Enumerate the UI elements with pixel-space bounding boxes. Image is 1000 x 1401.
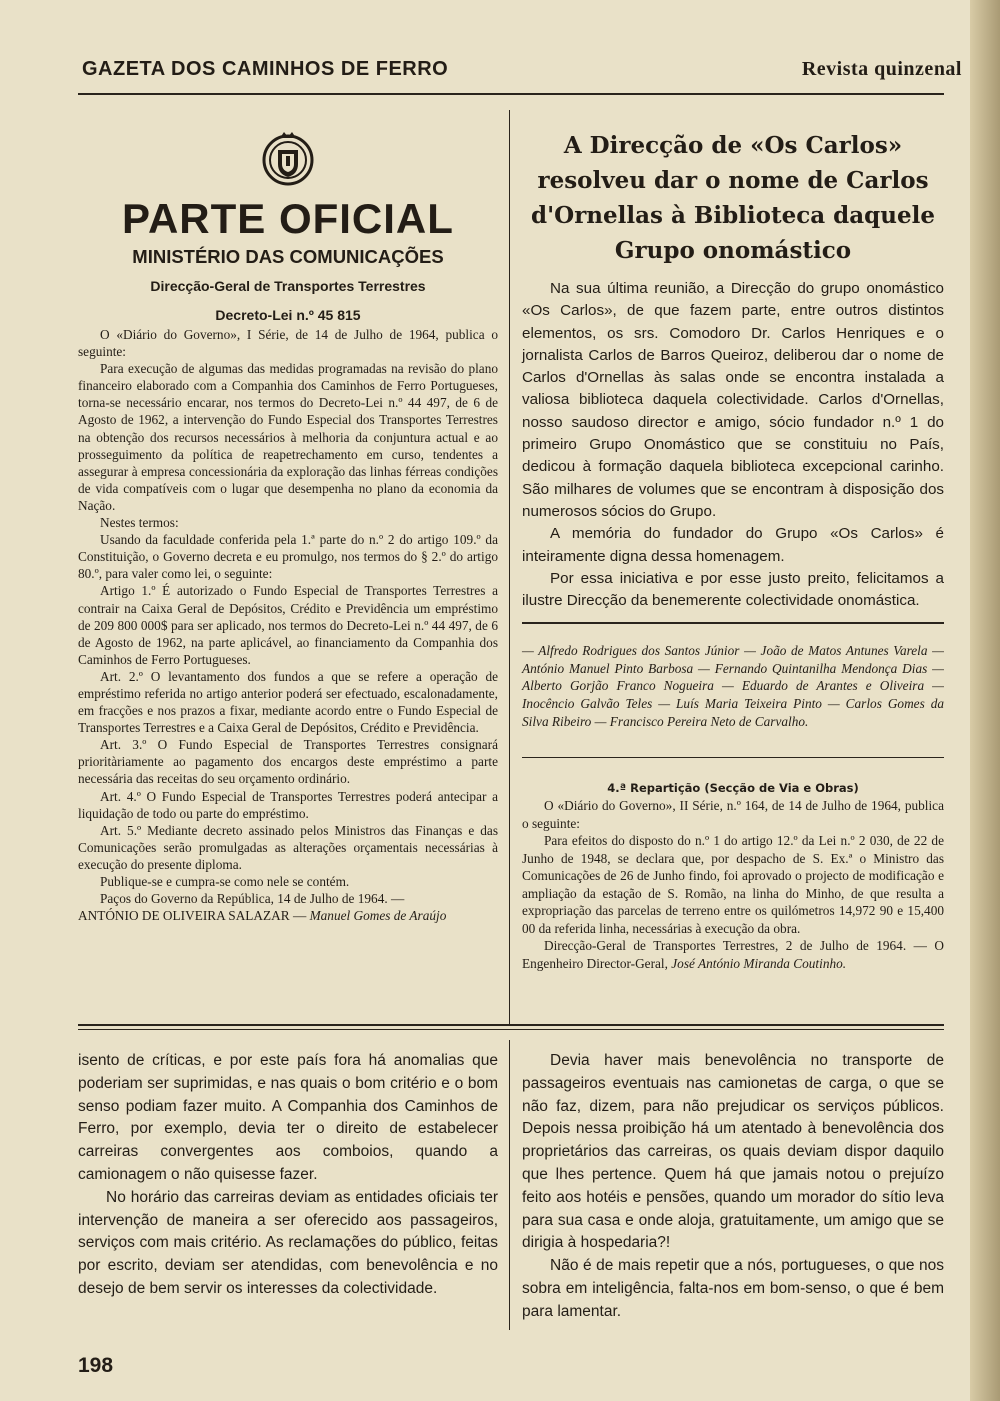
reparticao-paragraph: Para efeitos do disposto do n.º 1 do artigo 12.º da Lei n.º 2 030, de 22 de Junho de 1948, se declara que, por despacho de S. Ex.ª o Ministro das Comunicações de 26 de Junho findo, foi aprovado o projecto de modificação e ampliação da estação de S. Romão, na linha do Minho, de que resulta a expropriação das parcelas de terreno entre os quilómetros 14,972 90 e 15,400 00 da referida linha, necessárias à execução da obra. xyxy=(522,833,944,936)
signer-salazar: ANTÓNIO DE OLIVEIRA SALAZAR xyxy=(78,908,290,924)
decree-paragraph: Nestes termos: xyxy=(100,515,179,531)
signatories-block xyxy=(522,642,944,731)
director-name: José António Miranda Coutinho. xyxy=(671,955,847,971)
carlos-article xyxy=(522,128,944,612)
decree-article: Art. 3.º O Fundo Especial de Transportes Terrestres consignará prioritàriamente ao pagamento dos encargos deste empréstimo a parte necessária das receitas do seu orçamento ordinário. xyxy=(78,737,498,787)
body-paragraph: No horário das carreiras deviam as entidades oficiais ter intervenção de maneira a ser oferecido aos passageiros, serviços com mais critério. As reclamações do público, feitas por escrito, deviam ser atendidas, com benevolência e no desejo de bem servir os interesses da colectividade. xyxy=(78,1188,498,1297)
article-paragraph: Por essa iniciativa e por esse justo preito, felicitamos a ilustre Direcção da benemerente colectividade onomástica. xyxy=(522,569,944,610)
section-rule xyxy=(78,1029,944,1030)
section-rule xyxy=(78,1024,944,1026)
section-rule xyxy=(522,622,944,624)
reparticao-paragraph: O «Diário do Governo», II Série, n.º 164, de 14 de Julho de 1964, publica o seguinte: xyxy=(522,798,944,831)
body-paragraph: Não é de mais repetir que a nós, portugueses, o que nos sobra em inteligência, falta-nos em bom-senso, o que é bem para lamentar. xyxy=(522,1257,944,1320)
decree-article: Artigo 1.º É autorizado o Fundo Especial de Transportes Terrestres a contrair na Caixa Geral de Depósitos, Crédito e Previdência um empréstimo de 209 800 000$ para ser aplicado, nos termos do Decreto-Lei n.º 44 497, de 6 de Agosto de 1962, na parte aplicável, ao financiamento da Companhia dos Caminhos de Ferro Portugueses. xyxy=(78,583,498,667)
decree-article: Art. 4.º O Fundo Especial de Transportes Terrestres poderá antecipar a liquidação de todo ou parte do empréstimo. xyxy=(78,788,498,821)
article-body xyxy=(522,278,944,612)
place-date: Paços do Governo da República, 14 de Julho de 1964. — xyxy=(100,891,405,907)
reparticao-heading: 4.ª Repartição (Secção de Via e Obras) xyxy=(607,781,859,795)
bottom-right-column xyxy=(522,1050,944,1324)
reparticao-closing: Direcção-Geral de Transportes Terrestres, 2 de Julho de 1964. — O Engenheiro Director-Geral, José António Miranda Coutinho. xyxy=(522,938,944,971)
decree-article: Art. 2.º O levantamento dos fundos a que se refere a operação de empréstimo referida no artigo anterior poderá ser efectuado, escalonadamente, em fracções e nos prazos a fixar, mediante acordo entre o Fundo Especial de Transportes Terrestres e a Caixa Geral de Depósitos, Crédito e Previdência. xyxy=(78,668,498,736)
page-number: 198 xyxy=(78,1354,114,1377)
signer-araujo: Manuel Gomes de Araújo xyxy=(309,908,447,924)
reparticao-section xyxy=(522,780,944,972)
article-paragraph: A memória do fundador do Grupo «Os Carlos» é inteiramente digna dessa homenagem. xyxy=(522,525,944,565)
coat-of-arms-icon xyxy=(78,128,498,192)
decree-paragraph: Para execução de algumas das medidas programadas na revisão do plano financeiro elaborado com a Companhia dos Caminhos de Ferro Portugueses, torna-se necessário encarar, nos termos do Decreto-Lei n.º 44 497, de 6 de Agosto de 1962, a intervenção do Fundo Especial dos Transportes Terrestres na obtenção dos recursos necessários à melhoria da conjuntura actual e ao prosseguimento da política de reapetrechamento em curso, tendentes a assegurar à empresa concessionária da exploração das linhas férreas condições de vida compatíveis com o lugar que desempenha no plano da economia da Nação. xyxy=(78,361,498,513)
bottom-left-column xyxy=(78,1050,498,1301)
section-rule xyxy=(522,757,944,758)
body-paragraph: isento de críticas, e por este país fora há anomalias que poderiam ser suprimidas, e nas quais o bom critério e o bom senso podiam fazer muito. A Companhia dos Caminhos de Ferro, por exemplo, devia ter o direito de estabelecer carreiras convergentes aos comboios, quando a camionagem o não quisesse fazer. xyxy=(78,1052,498,1183)
decree-paragraph: Usando da faculdade conferida pela 1.ª parte do n.º 2 do artigo 109.º da Constituição, o Governo decreta e eu promulgo, nos termos do § 2.º do artigo 80.º, para valer como lei, o seguinte: xyxy=(78,532,498,582)
magazine-subtitle: Revista quinzenal xyxy=(801,58,962,80)
magazine-title: GAZETA DOS CAMINHOS DE FERRO xyxy=(82,58,449,80)
signatories-list: — Alfredo Rodrigues dos Santos Júnior — João de Matos Antunes Varela — António Manuel Pinto Barbosa — Fernando Quintanilha Mendonça Dias — Alberto Gorjão Franco Nogueira — Eduardo de Arantes e Oliveira — Inocêncio Galvão Teles — Luís Maria Teixeira Pinto — Carlos Gomes da Silva Ribeiro — Francisco Pereira Neto de Carvalho. xyxy=(522,643,944,729)
body-paragraph: Devia haver mais benevolência no transporte de passageiros eventuais nas camionetas de carga, o que se não faz, dizem, para não prejudicar os serviços públicos. Depois nessa proibição há um atentado à benevolência dos proprietários das carreiras, os quais deviam dispor daquilo que lhes pertence. Quem há que jamais notou o prejuízo feito aos hotéis e pensões, quando um morador do sítio leva para sua casa e onde aloja, gratuitamente, um amigo que se dirigia à hospedaria?! xyxy=(522,1052,944,1252)
column-divider xyxy=(509,110,510,1025)
article-headline: A Direcção de «Os Carlos» resolveu dar o nome de Carlos d'Ornellas à Biblioteca daquele Grupo onomástico xyxy=(531,132,935,264)
header-rule xyxy=(78,93,944,95)
decree-signatures: ANTÓNIO DE OLIVEIRA SALAZAR — Manuel Gomes de Araújo xyxy=(78,908,447,924)
binding-shadow xyxy=(970,0,1000,1401)
decree-paragraph: Publique-se e cumpra-se como nele se contém. xyxy=(100,874,350,889)
official-section xyxy=(78,128,498,924)
column-divider xyxy=(509,1040,510,1330)
decree-article: Art. 5.º Mediante decreto assinado pelos Ministros das Finanças e das Comunicações serão promulgadas as alterações orçamentais necessárias à execução do presente diploma. xyxy=(78,822,498,872)
article-paragraph: Na sua última reunião, a Direcção do grupo onomástico «Os Carlos», de que fazem parte, entre outros distintos elementos, os srs. Comodoro Dr. Carlos Henriques e o jornalista Carlos de Barros Queiroz, deliberou dar o nome de Carlos d'Ornellas às salas onde se encontra instalada a valiosa biblioteca daquela colectividade. Carlos d'Ornellas, nosso saudoso director e amigo, sócio fundador n.º 1 do primeiro Grupo Onomástico que se constituiu no País, dedicou à formação daquela biblioteca excepcional carinho. São milhares de volumes que se encontram à disposição dos numerosos sócios do Grupo. xyxy=(522,280,944,520)
decree-paragraph: O «Diário do Governo», I Série, de 14 de Julho de 1964, publica o seguinte: xyxy=(78,327,498,360)
ministry-heading: MINISTÉRIO DAS COMUNICAÇÕES xyxy=(132,246,444,267)
page-title: PARTE OFICIAL xyxy=(122,195,454,242)
decree-heading: Decreto-Lei n.º 45 815 xyxy=(215,307,361,323)
directorate-heading: Direcção-Geral de Transportes Terrestres xyxy=(150,278,426,294)
